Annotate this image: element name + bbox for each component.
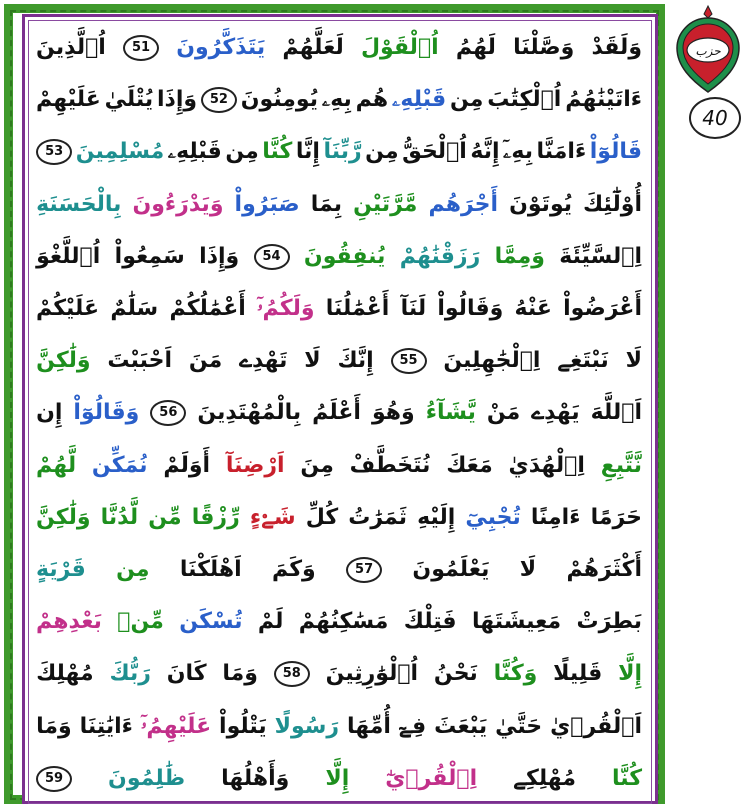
word: نَحْنُ xyxy=(433,661,478,687)
word: قَالُوٓاْ xyxy=(589,139,642,165)
word: يُومِنُونَ xyxy=(240,87,318,113)
word: بِالْمُهْتَدِينَ xyxy=(197,400,302,426)
word: مِّنۢ xyxy=(117,609,164,635)
word: وَلَكُمُۥٓ xyxy=(257,296,315,322)
word: كُنَّا xyxy=(611,765,642,791)
word: وَكَمَ xyxy=(272,556,316,582)
word: إِلَيْهِ xyxy=(417,504,456,530)
word: رَبُّكَ xyxy=(109,661,151,687)
word: اُ۬لْوَٰرِثِينَ xyxy=(325,661,419,687)
word: فَتِلْكَ xyxy=(403,609,457,635)
word: تُجْبِيٓ xyxy=(465,504,521,530)
word: صَبَرُواْ xyxy=(234,191,300,217)
word: يَّشَآءُ xyxy=(425,400,476,426)
word: إِنَّكَ xyxy=(337,348,374,374)
word: رِّزْقًا xyxy=(191,504,240,530)
word: لَا xyxy=(519,556,537,582)
word: يَتَذَكَّرُونَ xyxy=(176,35,266,61)
word: مُهْلِكِے xyxy=(513,765,576,791)
word: بِهِۦ xyxy=(321,87,352,113)
word: اَ۬لْقُر۪يٰ xyxy=(550,713,642,739)
word: نَبْتَغِے xyxy=(557,348,609,374)
hizb-number: 40 xyxy=(702,106,728,130)
word: مِن xyxy=(225,139,259,165)
word: وَهُوَ xyxy=(371,400,415,426)
word: وَقَالُواْ xyxy=(437,296,504,322)
word: اُ۬لْقَوْلَ xyxy=(360,35,439,61)
word: أُمِّهَا xyxy=(347,713,391,739)
word: لَنَآ xyxy=(400,296,427,322)
word: فِےٓ xyxy=(398,713,427,739)
word: اِ۬لْجَٰهِلِينَ xyxy=(443,348,541,374)
word: بِهِۦٓ xyxy=(503,139,534,165)
verse-number-marker: 55 xyxy=(391,348,427,374)
word: بِالْحَسَنَةِ xyxy=(36,191,122,217)
word: ءَاتَيْنَٰهُمُ xyxy=(565,87,642,113)
word: وَمَا xyxy=(222,661,258,687)
text-line xyxy=(32,283,646,335)
word: وَمِمَّا xyxy=(494,243,545,269)
word: ءَامَنَّا xyxy=(536,139,587,165)
word: وَلَٰكِنَّ xyxy=(36,504,91,530)
word: وَكُنَّا xyxy=(493,661,538,687)
word: اَحْبَبْتَ xyxy=(107,348,173,374)
word: مَعَكَ xyxy=(446,452,493,478)
word: حَتَّيٰ xyxy=(495,713,543,739)
word: قَلِيلًا xyxy=(553,661,603,687)
word: نُمَكِّن xyxy=(91,452,148,478)
word: كُنَّا xyxy=(262,139,293,165)
word: أَكْثَرَهُمْ xyxy=(566,556,642,582)
hizb-label: حزب xyxy=(695,44,721,58)
word: لَّدُنَّا xyxy=(100,504,139,530)
word: شَےْءٍ xyxy=(249,504,296,530)
word: يُتْلَيٰ xyxy=(104,87,154,113)
text-line xyxy=(32,126,646,178)
word: وَلَقَدْ xyxy=(591,35,642,61)
word: مَّرَّتَيْنِ xyxy=(353,191,418,217)
word: إِلَّا xyxy=(618,661,642,687)
word: اِ۬لسَّيِّئَةَ xyxy=(559,243,642,269)
word: وَأَهْلُهَا xyxy=(221,765,290,791)
word: بَطِرَتْ xyxy=(576,609,642,635)
word: مَنْ xyxy=(486,400,521,426)
word: لَا xyxy=(625,348,642,374)
word: رَّبِّنَآ xyxy=(323,139,362,165)
text-line xyxy=(32,700,646,752)
verse-number-marker: 54 xyxy=(254,244,290,270)
word: اُ۬لَّذِينَ xyxy=(36,35,106,61)
word: مِنَ xyxy=(300,452,334,478)
word: ءَامِنًا xyxy=(530,504,581,530)
word: بِمَا xyxy=(310,191,343,217)
word: عَنْهُ xyxy=(514,296,552,322)
word: وَإِذَا xyxy=(156,87,198,113)
verse-number-marker: 56 xyxy=(150,400,186,426)
word: عَلَيْهِمُۥٓ xyxy=(140,713,212,739)
word: يَعْلَمُونَ xyxy=(412,556,490,582)
word: سَمِعُواْ xyxy=(114,243,185,269)
word: أَجْرَهُم xyxy=(428,191,499,217)
word: ثَمَرَٰتُ xyxy=(348,504,408,530)
word: إِلَّا xyxy=(325,765,350,791)
word: أَعْمَٰلُنَا xyxy=(325,296,390,322)
text-line xyxy=(32,22,646,74)
word: لَّهُمْ xyxy=(36,452,77,478)
word: وَصَّلْنَا xyxy=(513,35,575,61)
word: قَرْيَةٍ xyxy=(36,556,86,582)
text-line xyxy=(32,335,646,387)
word: قَبْلِهِۦ xyxy=(167,139,222,165)
word: نَّتَّبِعِ xyxy=(600,452,642,478)
word: لَعَلَّهُمْ xyxy=(282,35,344,61)
word: رَسُولًا xyxy=(274,713,340,739)
hizb-number-badge xyxy=(689,97,741,139)
word: كُلِّ xyxy=(305,504,339,530)
text-line xyxy=(32,596,646,648)
text-line xyxy=(32,387,646,439)
word: يُوتَوْنَ xyxy=(509,191,572,217)
word: اَرْضِنَآ xyxy=(225,452,285,478)
word: تُسْكَن xyxy=(179,609,243,635)
word: مِن xyxy=(116,556,150,582)
word: لَهُمُ xyxy=(455,35,496,61)
text-line xyxy=(32,544,646,596)
word: حَرَمًا xyxy=(590,504,642,530)
verse-number-marker: 52 xyxy=(201,87,237,113)
word: اِ۬لْقُر۪يٰٓ xyxy=(385,765,478,791)
word: مِن xyxy=(365,139,399,165)
verse-number-marker: 53 xyxy=(36,139,72,165)
text-line xyxy=(32,179,646,231)
word: اَهْلَكْنَا xyxy=(179,556,242,582)
hizb-ornament-icon xyxy=(675,4,741,94)
word: ءَايَٰتِنَا xyxy=(79,713,133,739)
word: قَبْلِهِۦ xyxy=(392,87,447,113)
verse-number-marker: 58 xyxy=(274,661,310,687)
word: وَمَا xyxy=(36,713,72,739)
word: أَعْلَمُ xyxy=(312,400,361,426)
word: تَهْدِے xyxy=(239,348,288,374)
text-line xyxy=(32,440,646,492)
verse-number-marker: 57 xyxy=(346,557,382,583)
word: اُ۬لْكِتَٰبَ xyxy=(487,87,562,113)
word: لَا xyxy=(304,348,321,374)
word: اِ۬لْهُدَيٰ xyxy=(508,452,585,478)
text-line xyxy=(32,648,646,700)
word: مَسَٰكِنُهُمْ xyxy=(298,609,389,635)
word: مُهْلِكَ xyxy=(36,661,94,687)
verse-number-marker: 51 xyxy=(123,35,159,61)
word: يُنفِقُونَ xyxy=(303,243,386,269)
word: مَنَ xyxy=(188,348,223,374)
word: رَزَقْنَٰهُمْ xyxy=(399,243,481,269)
word: أَعْرَضُواْ xyxy=(563,296,642,322)
word: أَوَلَمْ xyxy=(163,452,211,478)
word: مِن xyxy=(449,87,484,113)
text-line xyxy=(32,492,646,544)
word: إِنَّا xyxy=(295,139,320,165)
word: عَلَيْهِمْ xyxy=(36,87,101,113)
verse-number-marker: 59 xyxy=(36,766,72,792)
word: أَعْمَٰلُكُمْ xyxy=(169,296,246,322)
word: بَعْدِهِمْ xyxy=(36,609,102,635)
text-line xyxy=(32,231,646,283)
word: نُتَخَطَّفْ xyxy=(349,452,431,478)
word: وَيَدْرَءُونَ xyxy=(132,191,224,217)
word: أُوْلَٰٓئِكَ xyxy=(583,191,642,217)
word: عَلَيْكُمْ xyxy=(36,296,100,322)
word: اَ۬للَّهَ xyxy=(590,400,642,426)
word: إِنَّهُ xyxy=(470,139,500,165)
word: اُ۬لْحَقُّ xyxy=(402,139,467,165)
word: وَقَالُوٓاْ xyxy=(73,400,140,426)
word: مَعِيشَتَهَا xyxy=(471,609,562,635)
word: مُسْلِمِينَ xyxy=(75,139,165,165)
word: وَلَٰكِنَّ xyxy=(36,348,91,374)
word: هُم xyxy=(355,87,389,113)
word: مِّن xyxy=(148,504,182,530)
word: يَهْدِے xyxy=(531,400,580,426)
text-line xyxy=(32,753,646,805)
word: وَإِذَا xyxy=(199,243,240,269)
word: اُ۬للَّغْوَ xyxy=(36,243,101,269)
text-line xyxy=(32,74,646,126)
word: إِن xyxy=(36,400,63,426)
word: ظَٰلِمُونَ xyxy=(108,765,186,791)
word: لَمْ xyxy=(257,609,284,635)
word: يَبْعَثَ xyxy=(434,713,488,739)
word: سَلَٰمٌ xyxy=(110,296,159,322)
word: كَانَ xyxy=(166,661,207,687)
quran-page-text xyxy=(32,22,646,802)
word: يَتْلُواْ xyxy=(219,713,267,739)
